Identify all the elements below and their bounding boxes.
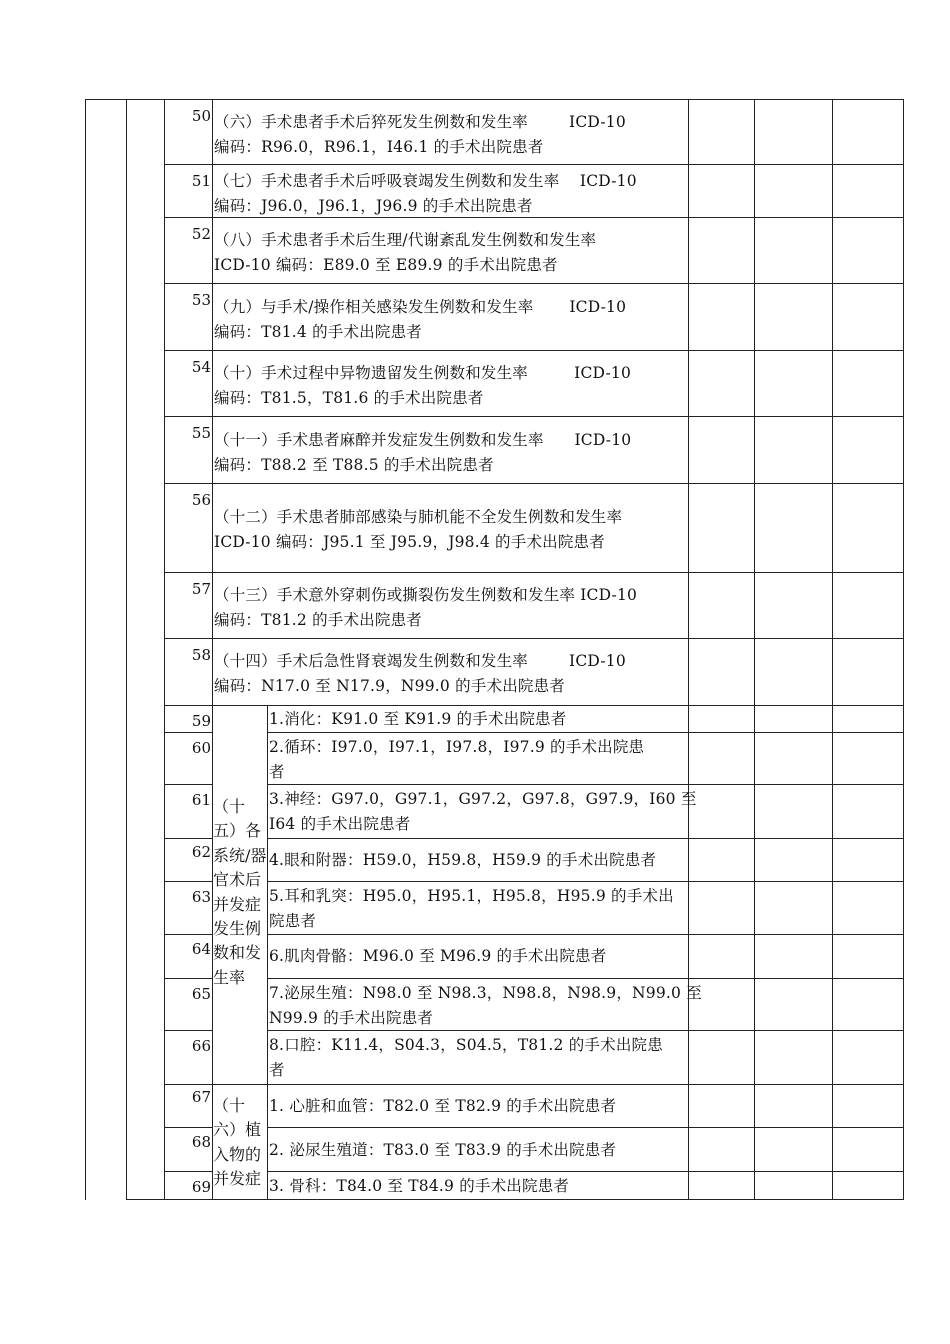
row-text: 编码：T81.2 的手术出院患者 — [214, 611, 422, 629]
table-border-right — [903, 99, 904, 1200]
column-divider — [126, 99, 127, 1200]
row-text: 8.口腔：K11.4，S04.3，S04.5，T81.2 的手术出院患 — [269, 1036, 663, 1054]
row-number: 69 — [191, 1178, 211, 1196]
row-number: 54 — [191, 358, 211, 376]
row-number: 68 — [191, 1133, 211, 1151]
row-number: 56 — [191, 491, 211, 509]
row-separator — [267, 1171, 904, 1172]
row-separator — [164, 934, 212, 935]
row-text: 者 — [269, 1061, 285, 1079]
row-separator — [164, 1030, 212, 1031]
row-separator — [267, 1127, 904, 1128]
row-text: 2.循环：I97.0，I97.1，I97.8，I97.9 的手术出院患 — [269, 738, 645, 756]
row-number: 57 — [191, 580, 211, 598]
row-separator — [267, 732, 904, 733]
row-number: 64 — [191, 940, 211, 958]
subgroup-divider — [267, 706, 268, 1200]
row-text: N99.9 的手术出院患者 — [269, 1009, 434, 1027]
row-separator — [164, 572, 904, 573]
row-text: 院患者 — [269, 912, 317, 930]
row-separator — [164, 283, 904, 284]
table-border-bottom — [126, 1199, 904, 1200]
row-separator — [164, 1171, 212, 1172]
row-text: 编码：T81.5，T81.6 的手术出院患者 — [214, 389, 484, 407]
row-separator — [164, 638, 904, 639]
row-separator — [164, 784, 212, 785]
row-separator — [164, 705, 904, 706]
row-separator — [164, 881, 212, 882]
row-number: 55 — [191, 424, 211, 442]
row-text: （十四）手术后急性肾衰竭发生例数和发生率 ICD-10 — [214, 652, 626, 670]
row-number: 60 — [191, 739, 211, 757]
row-separator — [164, 732, 212, 733]
column-divider — [212, 99, 213, 1200]
table-border-left — [85, 99, 86, 1200]
column-divider — [832, 99, 833, 1200]
row-text: 编码：J96.0，J96.1，J96.9 的手术出院患者 — [214, 197, 533, 215]
row-text: 编码：N17.0 至 N17.9，N99.0 的手术出院患者 — [214, 677, 566, 695]
row-text: I64 的手术出院患者 — [269, 815, 411, 833]
row-number: 59 — [191, 712, 211, 730]
row-number: 53 — [191, 291, 211, 309]
row-text: ICD-10 编码：E89.0 至 E89.9 的手术出院患者 — [214, 256, 558, 274]
row-number: 63 — [191, 888, 211, 906]
row-separator — [267, 978, 904, 979]
row-number: 58 — [191, 646, 211, 664]
row-number: 61 — [191, 791, 211, 809]
row-number: 52 — [191, 225, 211, 243]
row-number: 67 — [191, 1088, 211, 1106]
row-text: （十）手术过程中异物遗留发生例数和发生率 ICD-10 — [214, 364, 632, 382]
row-separator — [164, 416, 904, 417]
row-text: 编码：T81.4 的手术出院患者 — [214, 323, 422, 341]
row-text: 3. 骨科：T84.0 至 T84.9 的手术出院患者 — [269, 1177, 570, 1195]
row-separator — [267, 881, 904, 882]
row-separator — [164, 1084, 904, 1085]
row-text: 1.消化：K91.0 至 K91.9 的手术出院患者 — [269, 710, 567, 728]
row-text: 者 — [269, 763, 285, 781]
row-text: 3.神经：G97.0，G97.1，G97.2，G97.8，G97.9，I60 至 — [269, 790, 697, 808]
row-separator — [164, 838, 212, 839]
row-separator — [267, 784, 904, 785]
row-separator — [267, 934, 904, 935]
row-text: （七）手术患者手术后呼吸衰竭发生例数和发生率 ICD-10 — [214, 172, 637, 190]
row-text: （八）手术患者手术后生理/代谢紊乱发生例数和发生率 — [214, 231, 597, 249]
row-text: （十二）手术患者肺部感染与肺机能不全发生例数和发生率 — [214, 508, 623, 526]
row-text: （十三）手术意外穿刺伤或撕裂伤发生例数和发生率 ICD-10 — [214, 586, 638, 604]
group-16-title: （十六）植入物的并发症 — [213, 1096, 262, 1189]
row-text: （九）与手术/操作相关感染发生例数和发生率 ICD-10 — [214, 298, 627, 316]
row-number: 66 — [191, 1037, 211, 1055]
row-text: 编码：T88.2 至 T88.5 的手术出院患者 — [214, 456, 494, 474]
row-separator — [164, 164, 904, 165]
row-separator — [164, 978, 212, 979]
row-number: 51 — [191, 172, 211, 190]
row-number: 62 — [191, 843, 211, 861]
row-text: ICD-10 编码：J95.1 至 J95.9，J98.4 的手术出院患者 — [214, 533, 605, 551]
row-text: 7.泌尿生殖：N98.0 至 N98.3，N98.8，N98.9，N99.0 至 — [269, 984, 702, 1002]
row-text: 4.眼和附器：H59.0，H59.8，H59.9 的手术出院患者 — [269, 851, 657, 869]
row-separator — [164, 350, 904, 351]
row-text: 编码：R96.0，R96.1，I46.1 的手术出院患者 — [214, 138, 544, 156]
group-15-title: （十五）各系统/器官术后并发症发生例数和发生率 — [213, 797, 267, 987]
row-text: 6.肌肉骨骼：M96.0 至 M96.9 的手术出院患者 — [269, 947, 607, 965]
row-number: 50 — [191, 107, 211, 125]
row-text: （十一）手术患者麻醉并发症发生例数和发生率 ICD-10 — [214, 431, 632, 449]
row-number: 65 — [191, 985, 211, 1003]
row-separator — [164, 483, 904, 484]
row-text: 1. 心脏和血管：T82.0 至 T82.9 的手术出院患者 — [269, 1097, 617, 1115]
column-divider — [164, 99, 165, 1200]
row-separator — [164, 1127, 212, 1128]
table-border-top — [85, 99, 904, 100]
row-separator — [267, 838, 904, 839]
row-text: 2. 泌尿生殖道：T83.0 至 T83.9 的手术出院患者 — [269, 1141, 617, 1159]
row-text: 5.耳和乳突：H95.0，H95.1，H95.8，H95.9 的手术出 — [269, 887, 674, 905]
column-divider — [754, 99, 755, 1200]
row-text: （六）手术患者手术后猝死发生例数和发生率 ICD-10 — [214, 113, 626, 131]
column-divider — [688, 99, 689, 1200]
